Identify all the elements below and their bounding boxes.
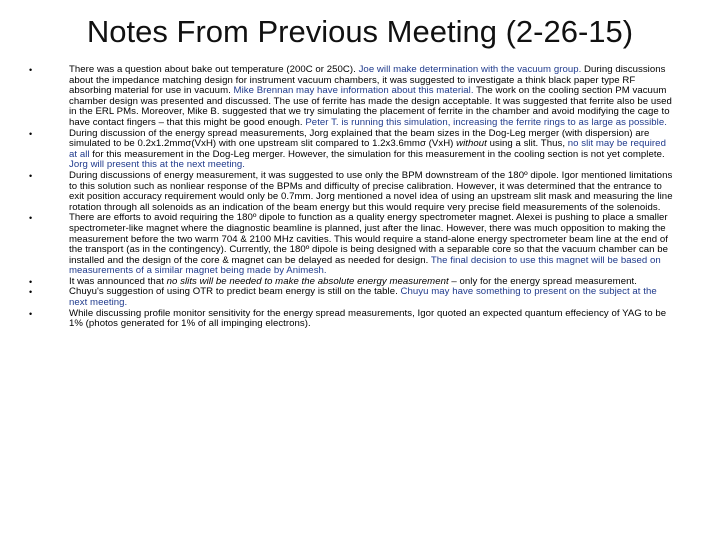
note-text: – only for the energy spread measurement. [448,275,637,287]
note-energy-spread [26,129,676,171]
action-item: Chuyu may have something to present on the subject at the next meeting. [69,286,657,309]
bullet-icon: • [29,308,33,319]
notes-list [26,65,676,330]
slide-title: Notes From Previous Meeting (2-26-15) [86,14,634,49]
note-text: There was a question about bake out temperature (200C or 250C). [69,64,356,75]
action-item: The final decision to use this magnet will be based on measurements of a similar magnet being made by Animesh. [69,254,661,277]
action-item: Mike Brennan may have information about this material. [230,85,474,97]
emphasis-text: without [456,138,487,150]
bullet-icon: • [29,128,33,139]
note-text: It was announced that [69,275,167,287]
note-text: During discussions about the impedance matching design for instrument vacuum chambers, it was suggested to investigate a think black paper type RF absorbing material for use in vacuum. [69,64,666,97]
bullet-icon: • [29,276,33,287]
action-item: Jorg will present this at the next meeting. [69,159,245,171]
highlight-text: no slit may be required at all [69,138,666,160]
note-text: using a slit. Thus, [486,138,568,150]
note-text: While discussing profile monitor sensitivity for the energy spread measurements, Igor quoted an expected quantum effeciency of YAG to be 1% (photos generated for 1% of all impinging electrons). [69,307,667,330]
bullet-icon: • [29,287,33,298]
emphasis-text: no slits will be needed to make the absolute energy measurement [166,275,449,287]
note-otr [26,287,676,308]
note-text: There are efforts to avoid requiring the 180º dipole to function as a quality energy spectrometer magnet. Alexei is pushing to place a smaller spectrometer-like magnet where the diagnostic beamline is planned, just after the linac. However, there was much opposition to making the measurement before the two warm 704 & 2100 MHz cavities. This would require a stand-alone energy spectrometer beam line at the end of the transport (as in the contingency). Currently, the 180º dipole is being designed with a separable core so that the vacuum chamber can be installed and the design of the core & magnet can be delayed as needed for design. [69,212,669,266]
note-bake-out [26,65,676,129]
bullet-icon: • [29,65,33,75]
note-energy-measurement [26,171,676,213]
note-text: Chuyu's suggestion of using OTR to predict beam energy is still on the table. [69,286,398,298]
note-text: During discussion of the energy spread measurements, Jorg explained that the beam sizes in the Dog-Leg merger (with dispersion) are simulated to be 0.2x1.2mmσ(VxH) with one upstream slit compared to 1.2x3.6mmσ (VxH) [69,127,650,150]
note-text: The work on the cooling section PM vacuum chamber design was presented and discussed. The use of ferrite has made the design acceptable. It was suggested that ferrite also be used in the ERL PMs. Moreover, Mike B. suggested that we try simulating the placement of ferrite in the chamber and avoid modifying the cage to have contact fingers – that this might be good enough. [69,85,672,128]
note-text: for this measurement in the Dog-Leg merger. However, the simulation for this measurement in the cooling section is not yet complete. [89,148,665,160]
note-text: During discussions of energy measurement, it was suggested to use only the BPM downstream of the 180º dipole. Igor mentioned limitations to this solution such as nonliear response of the BPMs and difficulty of precise calibration. However, it was determined that the entrance to exit position accuracy requirement would only be 0.7mm. Jorg mentioned a novel idea of using an upstream slit mask and measuring the line rotation through all solenoids as an indication of the beam energy but this would require very precise field measurements of the solenoids. [69,169,673,213]
action-item: Joe will make determination with the vacuum group. [355,64,582,75]
note-yag [26,309,676,330]
note-dipole [26,213,676,277]
bullet-icon: • [29,213,33,224]
bullet-icon: • [29,170,33,181]
action-item: Peter T. is running this simulation, increasing the ferrite rings to as large as possible. [302,116,667,128]
